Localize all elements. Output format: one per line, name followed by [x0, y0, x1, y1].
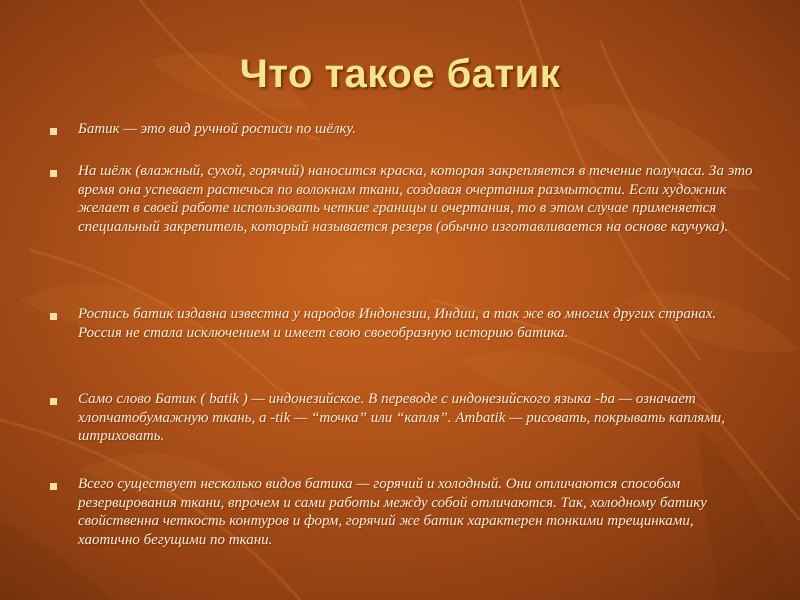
- bullet-5-icon: [50, 483, 64, 497]
- bullet-1-icon: [50, 128, 64, 142]
- bullet-2-icon: [50, 170, 64, 184]
- bullet-text-2: На шёлк (влажный, сухой, горячий) наносится краска, которая закрепляется в течение получаса. За это время она успевает растечься по волокнам ткани, создавая очертания размытости. Если художник желает в своей работе использовать четкие границы и очертания, то в этом случае применяется специальный закрепитель, который называется резерв (обычно изготавливается на основе каучука).: [78, 163, 753, 235]
- bullet-text-1: Батик — это вид ручной росписи по шёлку.: [78, 121, 357, 137]
- bullet-text-5: Всего существует несколько видов батика — горячий и холодный. Они отличаются способом резервирования ткани, впрочем и сами работы между собой отличаются. Так, холодному батику свойственна четкость контуров и форм, горячий же батик характерен тонкими трещинками, хаотично бегущими по ткани.: [78, 476, 707, 548]
- bullet-4-icon: [50, 398, 64, 412]
- bullet-3-icon: [50, 313, 64, 327]
- slide-title: Что такое батик: [239, 52, 561, 96]
- bullet-text-4: Само слово Батик ( batik ) — индонезийское. В переводе с индонезийского языка -ba — означает хлопчатобумажную ткань, а -tik — “точка” или “капля”. Ambatik — рисовать, покрывать каплями, штриховать.: [78, 391, 726, 444]
- bullet-text-3: Роспись батик издавна известна у народов Индонезии, Индии, а так же во многих других странах. Россия не стала исключением и имеет свою своеобразную историю батика.: [78, 306, 717, 341]
